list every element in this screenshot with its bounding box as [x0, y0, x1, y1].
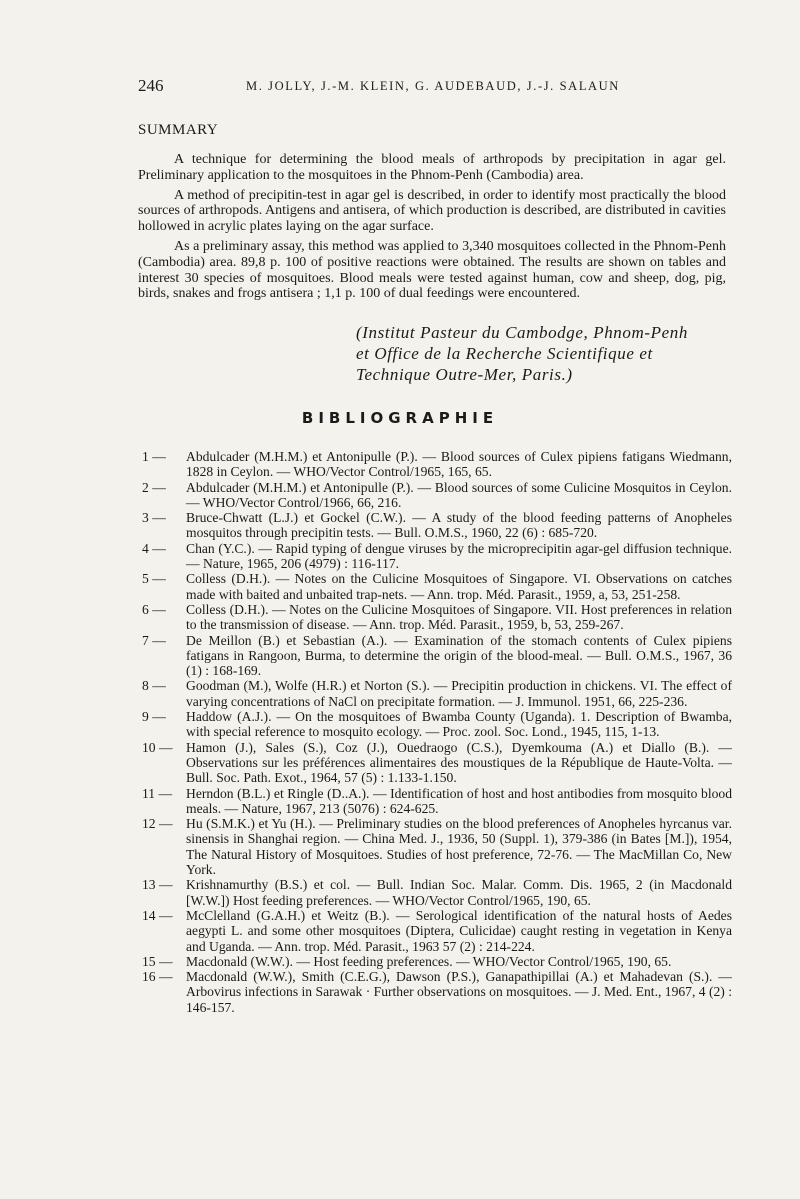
affiliation-line: et Office de la Recherche Scientifique et — [356, 344, 653, 363]
reference-text: Colless (D.H.). — Notes on the Culicine Mosquitoes of Singapore. VI. Observations on catches made with baited and unbaited trap-nets. — Ann. trop. Méd. Parasit., 1959, a, 53, 251-258. — [186, 571, 732, 602]
reference-number: 16 — — [142, 969, 173, 985]
reference-number: 11 — — [142, 785, 173, 801]
reference-item — [142, 877, 732, 908]
summary-body — [138, 152, 726, 306]
reference-text: Chan (Y.C.). — Rapid typing of dengue viruses by the microprecipitin agar-gel diffusion technique. — Nature, 1965, 206 (4979) : 116-117. — [186, 540, 732, 572]
reference-text: Krishnamurthy (B.S.) et col. — Bull. Indian Soc. Malar. Comm. Dis. 1965, 2 (in Macdonald [W.W.]) Host feeding preferences. — WHO/Vector Control/1965, 190, 65. — [186, 877, 732, 908]
reference-item — [142, 449, 732, 480]
reference-item — [142, 633, 732, 679]
reference-item — [142, 954, 732, 969]
page-header — [138, 76, 738, 98]
reference-text: Herndon (B.L.) et Ringle (D..A.). — Identification of host and host antibodies from mosquito blood meals. — Nature, 1967, 213 (5076) : 624-625. — [186, 785, 732, 816]
reference-text: Abdulcader (M.H.M.) et Antonipulle (P.). — Blood sources of some Culicine Mosquitos in Ceylon. — WHO/Vector Control/1966, 66, 216. — [186, 479, 732, 510]
reference-number: 10 — — [142, 739, 173, 755]
reference-item — [142, 969, 732, 1015]
reference-list — [142, 449, 732, 1015]
reference-text: Bruce-Chwatt (L.J.) et Gockel (C.W.). — A study of the blood feeding patterns of Anopheles mosquitos through precipitin tests. — Bull. O.M.S., 1960, 22 (6) : 685-720. — [186, 510, 732, 541]
reference-text: Hamon (J.), Sales (S.), Coz (J.), Ouedraogo (C.S.), Dyemkouma (A.) et Diallo (B.). — Observations sur les préférences alimentaires des moustiques de la République de Haute-Volta. — Bull. Soc. Path. Exot., 1964, 57 (5) : 1.133-1.150. — [186, 739, 732, 786]
reference-number: 3 — — [142, 510, 166, 526]
reference-item — [142, 816, 732, 877]
bibliography-heading: BIBLIOGRAPHIE — [301, 409, 499, 427]
reference-item — [142, 541, 732, 572]
reference-text: Macdonald (W.W.). — Host feeding preferences. — WHO/Vector Control/1965, 190, 65. — [186, 953, 672, 969]
reference-number: 5 — — [142, 571, 166, 587]
summary-paragraph: A technique for determining the blood meals of arthropods by precipitation in agar gel. Preliminary application to the mosquitoes in the Phnom-Penh (Cambodia) area. — [138, 152, 726, 183]
reference-item — [142, 510, 732, 541]
reference-number: 8 — — [142, 678, 166, 694]
affiliation-line: (Institut Pasteur du Cambodge, Phnom-Penh — [356, 323, 688, 342]
reference-item — [142, 908, 732, 954]
affiliation-line: Technique Outre-Mer, Paris.) — [356, 365, 573, 384]
summary-paragraph: A method of precipitin-test in agar gel is described, in order to identify most practically the blood sources of arthropods. Antigens and antisera, of which production is described, are distributed in cavities hollowed in acrylic plates laying on the agar surface. — [138, 187, 726, 235]
reference-text: Haddow (A.J.). — On the mosquitoes of Bwamba County (Uganda). 1. Description of Bwamba, with special reference to mosquito ecology. — Proc. zool. Soc. Lond., 1945, 115, 1-13. — [186, 709, 732, 740]
reference-item — [142, 602, 732, 633]
reference-item — [142, 786, 732, 817]
summary-heading: SUMMARY — [138, 122, 219, 138]
reference-number: 6 — — [142, 601, 166, 617]
reference-text: Hu (S.M.K.) et Yu (H.). — Preliminary studies on the blood preferences of Anopheles hyrcanus var. sinensis in Shanghai region. — China Med. J., 1936, 50 (Suppl. 1), 379-386 (in Bates [M.]), 1954, The Natural History of Mosquitoes. Studies of host preference, 72-76. — The MacMillan Co, New York. — [186, 816, 732, 878]
reference-text: Colless (D.H.). — Notes on the Culicine Mosquitoes of Singapore. VII. Host preferences in relation to the transmission of disease. — Ann. trop. Méd. Parasit., 1959, b, 53, 259-267. — [186, 601, 732, 633]
reference-text: McClelland (G.A.H.) et Weitz (B.). — Serological identification of the natural hosts of Aedes aegypti L. and some other mosquitoes (Diptera, Culicidae) caught resting in vegetation in Kenya and Uganda. — Ann. trop. Méd. Parasit., 1963 57 (2) : 214-224. — [186, 907, 732, 954]
reference-number: 1 — — [142, 449, 166, 464]
reference-text: De Meillon (B.) et Sebastian (A.). — Examination of the stomach contents of Culex pipiens fatigans in Rangoon, Burma, to determine the origin of the blood-meal. — Bull. O.M.S., 1967, 36 (1) : 168-169. — [186, 632, 732, 679]
reference-number: 14 — — [142, 907, 173, 923]
reference-number: 2 — — [142, 479, 166, 495]
reference-text: Macdonald (W.W.), Smith (C.E.G.), Dawson (P.S.), Ganapathipillai (A.) et Mahadevan (S.). — Arbovirus infections in Sarawak · Further observations on mosquitoes. — J. Med. Ent., 1967, 4 (2) : 146-157. — [186, 969, 732, 1015]
reference-number: 7 — — [142, 632, 166, 648]
reference-text: Goodman (M.), Wolfe (H.R.) et Norton (S.). — Precipitin production in chickens. VI. The effect of varying concentrations of NaCl on precipitate formation. — J. Immunol. 1951, 66, 225-236. — [186, 678, 732, 709]
reference-number: 13 — — [142, 877, 173, 893]
reference-item — [142, 709, 732, 740]
page-number: 246 — [138, 76, 164, 95]
running-authors: M. JOLLY, J.-M. KLEIN, G. AUDEBAUD, J.-J. SALAUN — [246, 79, 620, 93]
reference-number: 9 — — [142, 709, 166, 725]
reference-item — [142, 740, 732, 786]
summary-paragraph: As a preliminary assay, this method was applied to 3,340 mosquitoes collected in the Phnom-Penh (Cambodia) area. 89,8 p. 100 of positive reactions were obtained. The results are shown on tables and interest 30 species of mosquitoes. Blood meals were tested against human, cow and sheep, dog, pig, birds, snakes and frogs antisera ; 1,1 p. 100 of dual feedings were encountered. — [138, 238, 726, 302]
reference-number: 4 — — [142, 540, 166, 556]
reference-item — [142, 571, 732, 602]
reference-number: 15 — — [142, 953, 173, 969]
reference-text: Abdulcader (M.H.M.) et Antonipulle (P.). — Blood sources of Culex pipiens fatigans Wiedmann, 1828 in Ceylon. — WHO/Vector Control/1965, 165, 65. — [186, 449, 732, 480]
reference-item — [142, 480, 732, 511]
reference-item — [142, 678, 732, 709]
affiliation — [356, 322, 736, 385]
reference-number: 12 — — [142, 816, 173, 832]
